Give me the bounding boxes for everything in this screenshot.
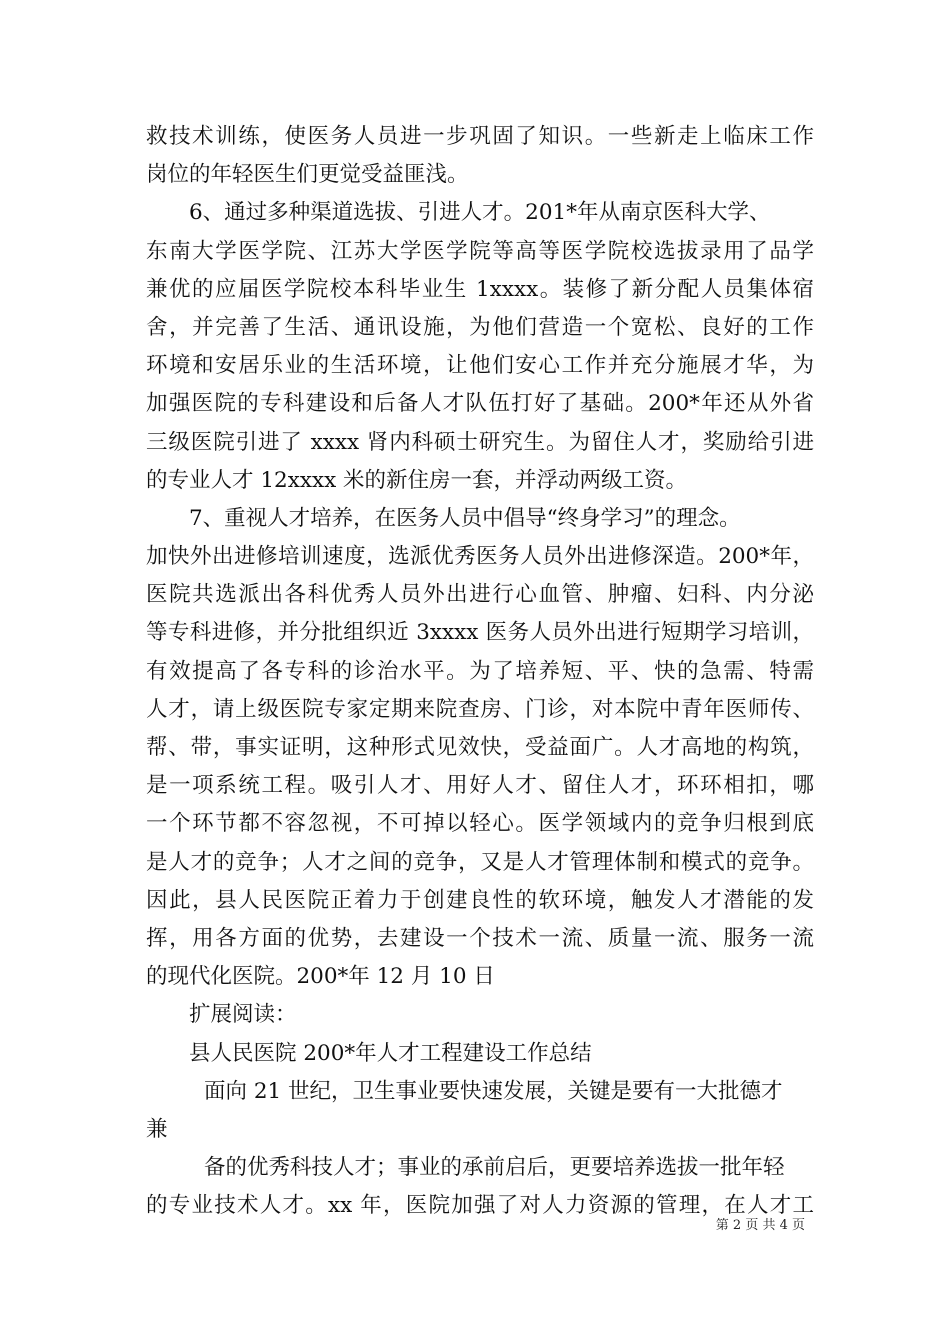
text-line: 的专业技术人才。xx 年，医院加强了对人力资源的管理，在人才工 xyxy=(146,1193,814,1219)
text-line: 是一项系统工程。吸引人才、用好人才、留住人才，环环相扣，哪 xyxy=(146,773,814,799)
text-line: 挥，用各方面的优势，去建设一个技术一流、质量一流、服务一流 xyxy=(146,925,814,951)
text-line: 医院共选派出各科优秀人员外出进行心血管、肿瘤、妇科、内分泌 xyxy=(146,582,814,608)
text-line: 一个环节都不容忽视，不可掉以轻心。医学领域内的竞争归根到底 xyxy=(146,811,814,837)
text-line: 岗位的年轻医生们更觉受益匪浅。 xyxy=(146,162,469,188)
text-line: 因此，县人民医院正着力于创建良性的软环境，触发人才潜能的发 xyxy=(146,887,814,913)
text-line: 加强医院的专科建设和后备人才队伍打好了基础。200*年还从外省 xyxy=(146,391,814,417)
text-line: 的现代化医院。200*年 12 月 10 日 xyxy=(146,964,495,990)
page-number: 第 2 页 共 4 页 xyxy=(715,1218,805,1233)
document-body xyxy=(146,118,814,1225)
text-line: 东南大学医学院、江苏大学医学院等高等医学院校选拔录用了品学 xyxy=(146,238,814,264)
text-line: 的专业人才 12xxxx 米的新住房一套，并浮动两级工资。 xyxy=(146,467,688,493)
text-line: 帮、带，事实证明，这种形式见效快，受益面广。人才高地的构筑， xyxy=(146,735,814,760)
text-line: 兼 xyxy=(146,1116,168,1142)
text-line: 面向 21 世纪，卫生事业要快速发展，关键是要有一大批德才 xyxy=(204,1078,783,1104)
text-line: 三级医院引进了 xxxx 肾内科硕士研究生。为留住人才，奖励给引进 xyxy=(146,429,814,455)
text-line: 加快外出进修培训速度，选派优秀医务人员外出进修深造。200*年， xyxy=(146,544,814,570)
text-line: 是人才的竞争；人才之间的竞争，又是人才管理体制和模式的竞争。 xyxy=(146,849,814,875)
text-line: 环境和安居乐业的生活环境，让他们安心工作并充分施展才华，为 xyxy=(146,353,814,379)
text-line: 有效提高了各专科的诊治水平。为了培养短、平、快的急需、特需 xyxy=(146,658,814,684)
text-line: 舍，并完善了生活、通讯设施，为他们营造一个宽松、良好的工作 xyxy=(146,314,814,340)
text-line: 6、通过多种渠道选拔、引进人才。201*年从南京医科大学、 xyxy=(189,200,771,226)
section-heading: 县人民医院 200*年人才工程建设工作总结 xyxy=(189,1040,592,1066)
text-line: 备的优秀科技人才；事业的承前启后，更要培养选拔一批年轻 xyxy=(204,1155,785,1181)
text-line: 兼优的应届医学院校本科毕业生 1xxxx。装修了新分配人员集体宿 xyxy=(146,276,814,302)
text-line: 扩展阅读： xyxy=(189,1002,297,1028)
text-line: 7、重视人才培养，在医务人员中倡导“终身学习”的理念。 xyxy=(189,505,741,531)
text-line: 人才，请上级医院专家定期来院查房、门诊，对本院中青年医师传、 xyxy=(146,696,814,722)
text-line: 等专科进修，并分批组织近 3xxxx 医务人员外出进行短期学习培训， xyxy=(146,620,814,646)
text-line: 救技术训练，使医务人员进一步巩固了知识。一些新走上临床工作 xyxy=(146,124,814,149)
